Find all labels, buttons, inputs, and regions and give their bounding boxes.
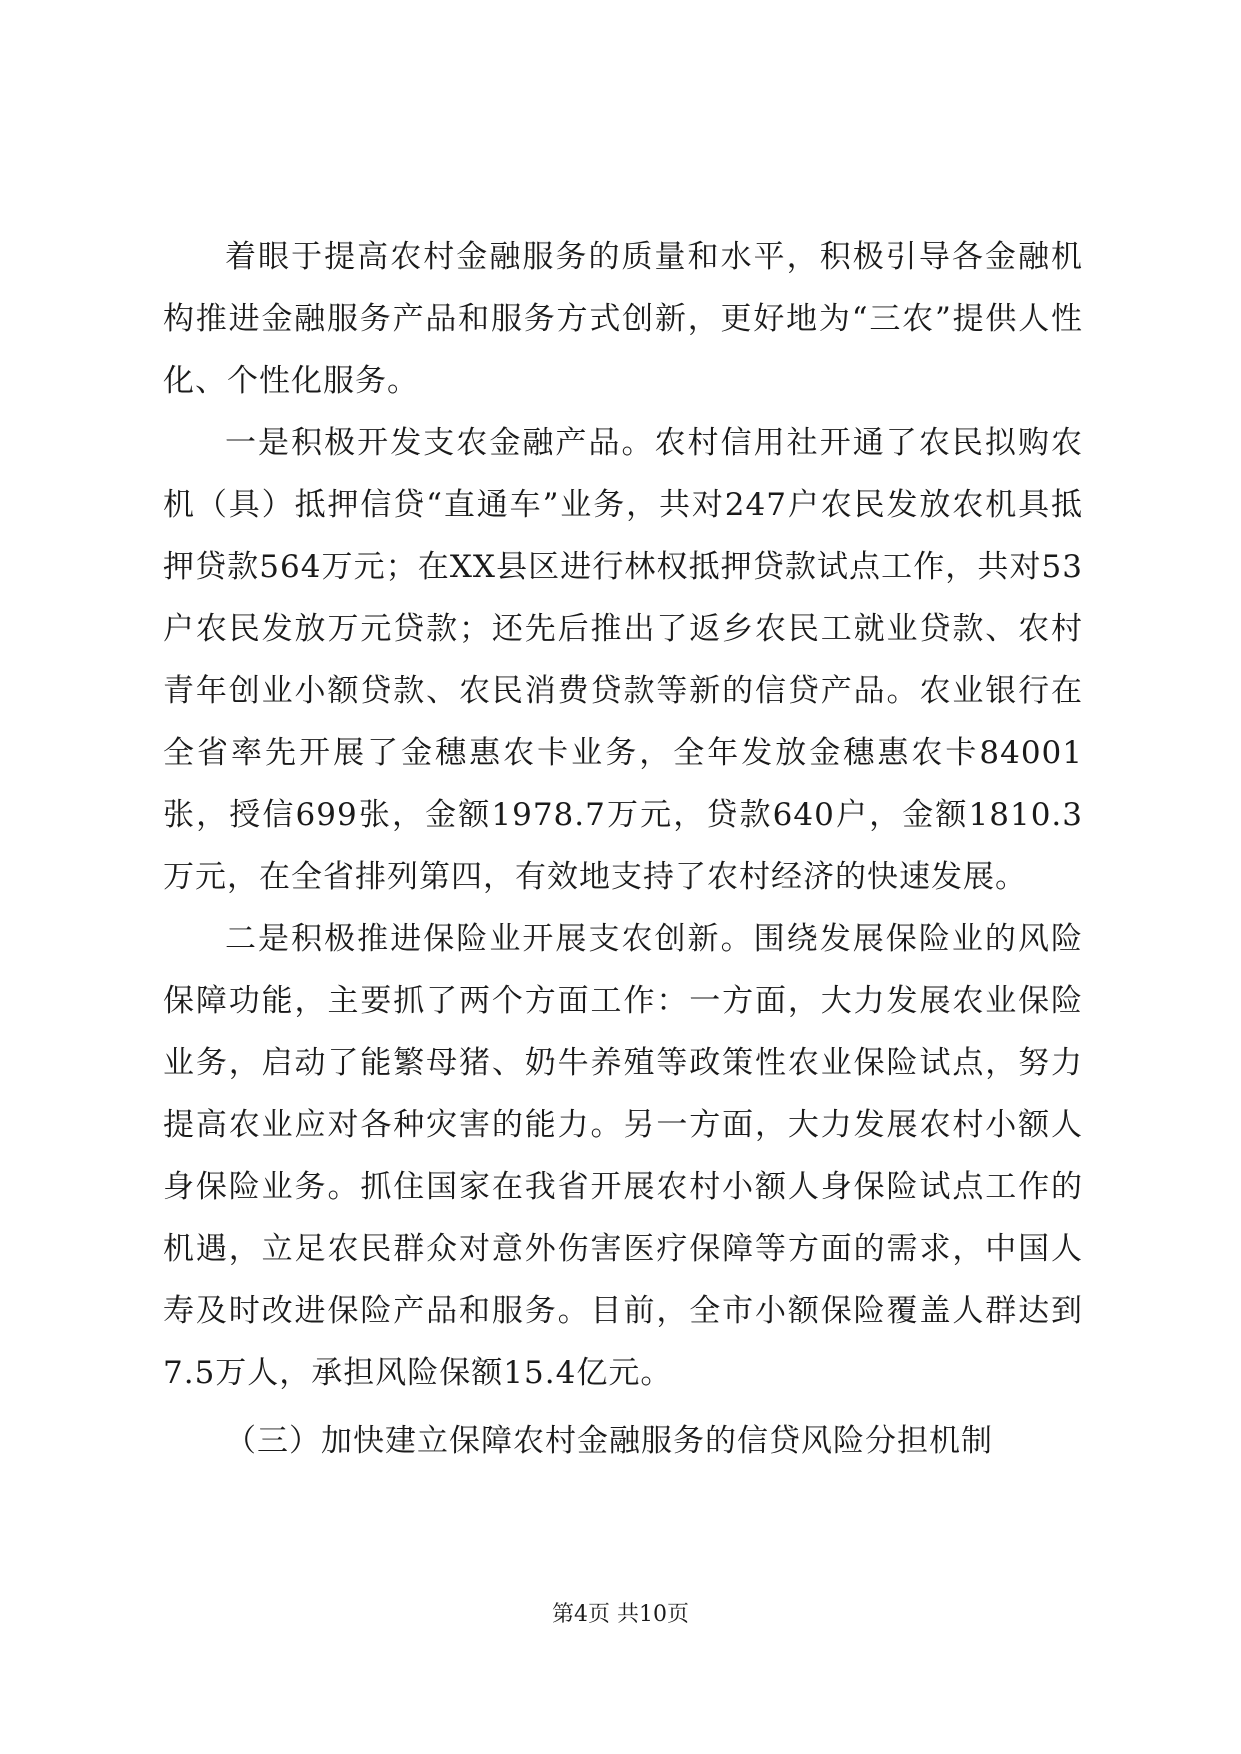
section-heading: （三）加快建立保障农村金融服务的信贷风险分担机制: [225, 1423, 993, 1459]
paragraph-financial-products: 一是积极开发支农金融产品。农村信用社开通了农民拟购农机（具）抵押信贷“直通车”业务，共对247户农民发放农机具抵押贷款564万元；在XX县区进行林权抵押贷款试点工作，共对53户农民发放万元贷款；还先后推出了返乡农民工就业贷款、农村青年创业小额贷款、农民消费贷款等新的信贷产品。农业银行在全省率先开展了金穗惠农卡业务，全年发放金穗惠农卡84001张，授信699张，金额1978.7万元，贷款640户，金额1810.3万元，在全省排列第四，有效地支持了农村经济的快速发展。: [163, 425, 1083, 895]
paragraph-insurance-innovation: 二是积极推进保险业开展支农创新。围绕发展保险业的风险保障功能，主要抓了两个方面工作：一方面，大力发展农业保险业务，启动了能繁母猪、奶牛养殖等政策性农业保险试点，努力提高农业应对各种灾害的能力。另一方面，大力发展农村小额人身保险业务。抓住国家在我省开展农村小额人身保险试点工作的机遇，立足农民群众对意外伤害医疗保障等方面的需求，中国人寿及时改进保险产品和服务。目前，全市小额保险覆盖人群达到7.5万人，承担风险保额15.4亿元。: [163, 921, 1083, 1391]
page-footer: [0, 1600, 1241, 1630]
document-body: [163, 226, 1083, 1472]
page-number: 第4页 共10页: [552, 1602, 689, 1627]
paragraph-intro: 着眼于提高农村金融服务的质量和水平，积极引导各金融机构推进金融服务产品和服务方式创新，更好地为“三农”提供人性化、个性化服务。: [163, 239, 1083, 399]
